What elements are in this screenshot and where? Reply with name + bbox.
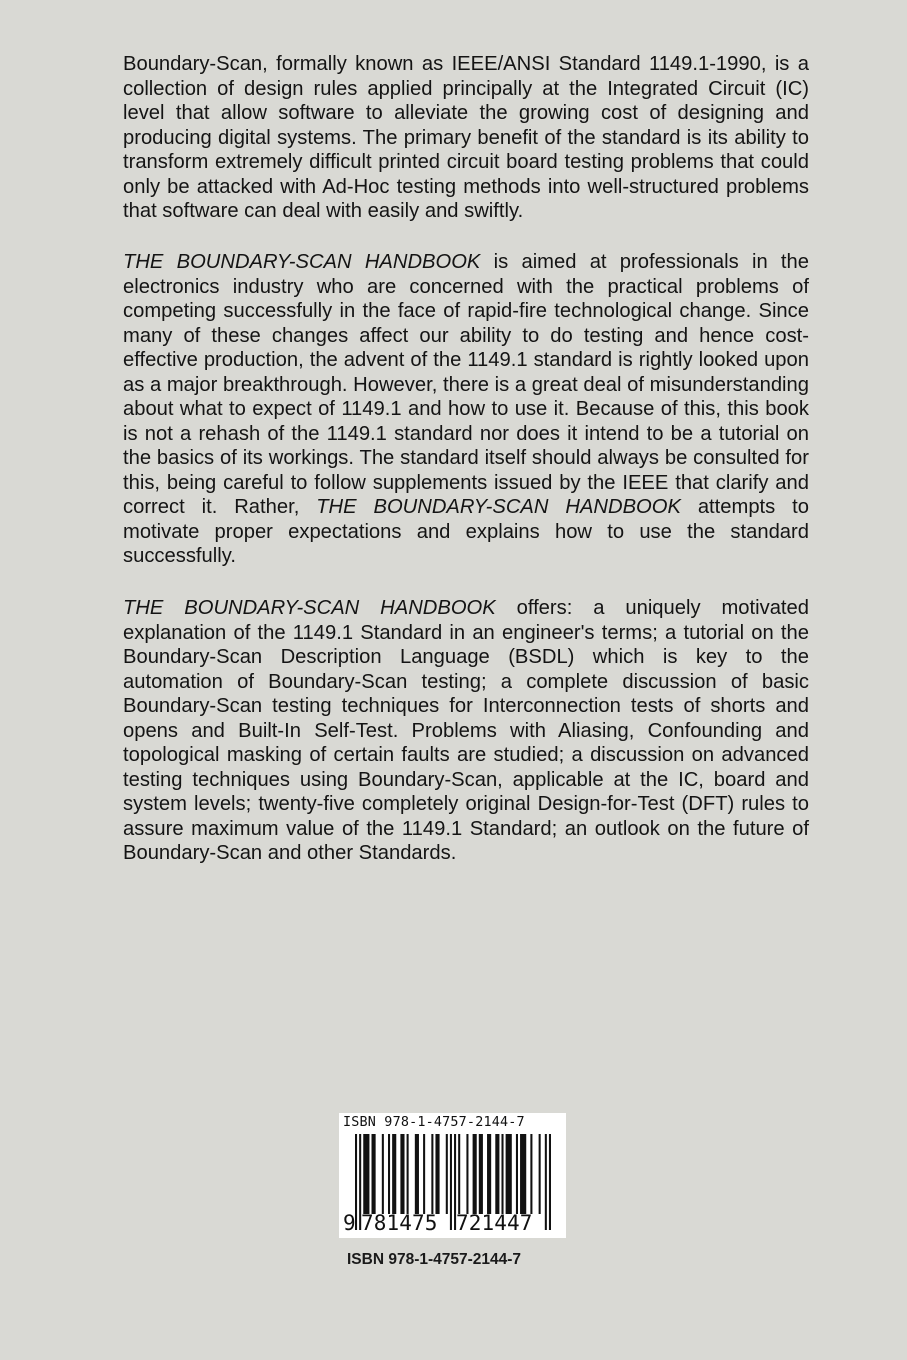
barcode-bar bbox=[466, 1134, 468, 1214]
barcode-bar bbox=[431, 1134, 433, 1214]
barcode-bar bbox=[501, 1134, 503, 1214]
book-title-italic-3: THE BOUNDARY-SCAN HANDBOOK bbox=[123, 597, 496, 619]
paragraph-3-text: offers: a uniquely motivated explanation of the 1149.1 Standard in an engineer's terms; a tutorial on the Boundary-Scan Description Language (BSDL) which is key to the automation of Boundary-Scan testing; a complete discussion of basic Boundary-Scan testing techniques for Interconnection tests of shorts and opens and Built-In Self-Test. Problems with Aliasing, Confounding and topological masking of certain faults are studied; a discussion on advanced testing techniques using Boundary-Scan, applicable at the IC, board and system levels; twenty-five completely original Design-for-Test (DFT) rules to assure maximum value of the 1149.1 Standard; an outlook on the future of Boundary-Scan and other Standards. bbox=[123, 597, 809, 864]
barcode-bar bbox=[372, 1134, 376, 1214]
book-title-italic-2: THE BOUNDARY-SCAN HANDBOOK bbox=[316, 496, 681, 518]
paragraph-1-text: Boundary-Scan, formally known as IEEE/ANSI Standard 1149.1-1990, is a collection of design rules applied principally at the Integrated Circuit (IC) level that allow software to alleviate the growing cost of designing and producing digital systems. The primary benefit of the standard is its ability to transform extremely difficult printed circuit board testing problems that could only be attacked with Ad-Hoc testing methods into well-structured problems that software can deal with easily and swiftly. bbox=[123, 53, 809, 222]
barcode-bar bbox=[407, 1134, 409, 1214]
barcode-digit-first: 9 bbox=[343, 1211, 356, 1235]
barcode-bar bbox=[530, 1134, 532, 1214]
barcode-digits-left: 781475 bbox=[361, 1211, 438, 1235]
barcode-bar bbox=[435, 1134, 439, 1214]
barcode-guard-bar bbox=[545, 1134, 547, 1230]
barcode-bar bbox=[479, 1134, 483, 1214]
barcode-bar bbox=[388, 1134, 390, 1214]
barcode-bar bbox=[506, 1134, 512, 1214]
barcode-bar bbox=[415, 1134, 419, 1214]
barcode-bar bbox=[495, 1134, 499, 1214]
barcode-bar bbox=[473, 1134, 477, 1214]
barcode-bar bbox=[363, 1134, 369, 1214]
barcode-digits-right: 721447 bbox=[456, 1211, 533, 1235]
paragraph-2-text-a: is aimed at professionals in the electronics industry who are concerned with the practical problems of competing successfully in the face of rapid-fire technological change. Since many of these changes affect our ability to do testing and hence cost-effective production, the advent of the 1149.1 standard is rightly looked upon as a major breakthrough. However, there is a great deal of misunderstanding about what to expect of 1149.1 and how to use it. Because of this, this book is not a rehash of the 1149.1 standard nor does it intend to be a tutorial on the basics of its workings. The standard itself should always be consulted for this, being careful to follow supplements issued by the IEEE that clarify and correct it. Rather, bbox=[123, 251, 809, 518]
description-paragraph-3 bbox=[123, 596, 809, 866]
barcode-guard-bar bbox=[549, 1134, 551, 1230]
barcode-bar bbox=[458, 1134, 460, 1214]
description-paragraph-2 bbox=[123, 250, 809, 569]
book-title-italic: THE BOUNDARY-SCAN HANDBOOK bbox=[123, 251, 481, 273]
barcode-guard-bar bbox=[450, 1134, 452, 1230]
barcode-bar bbox=[487, 1134, 491, 1214]
isbn-barcode bbox=[339, 1113, 566, 1238]
paragraph-2-text-b: attempts to motivate proper expectations and explains how to use the standard successfully. bbox=[123, 496, 809, 567]
description-paragraph-1 bbox=[123, 52, 809, 224]
barcode-isbn-label: ISBN 978-1-4757-2144-7 bbox=[343, 1115, 525, 1130]
barcode-bar bbox=[516, 1134, 518, 1214]
barcode-bar bbox=[382, 1134, 384, 1214]
barcode-bar bbox=[520, 1134, 526, 1214]
barcode-bar bbox=[392, 1134, 396, 1214]
isbn-footer: ISBN 978-1-4757-2144-7 bbox=[347, 1251, 522, 1268]
barcode-bar bbox=[446, 1134, 448, 1214]
barcode-bar bbox=[400, 1134, 404, 1214]
barcode-bar bbox=[539, 1134, 541, 1214]
barcode-bar bbox=[423, 1134, 425, 1214]
